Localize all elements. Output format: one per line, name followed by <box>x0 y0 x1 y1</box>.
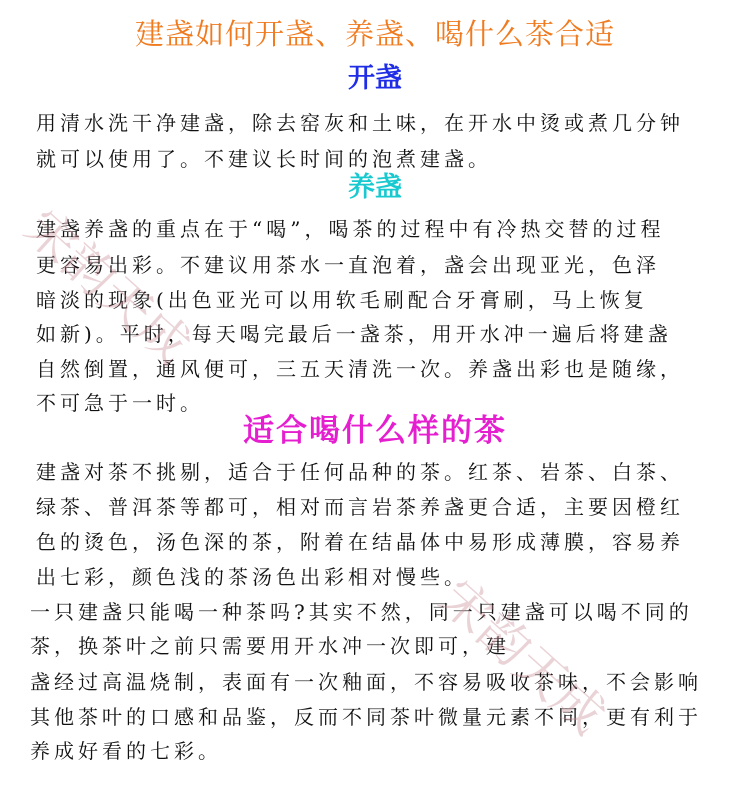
text-line: 就可以使用了。不建议长时间的泡煮建盏。 <box>36 147 492 171</box>
section-heading-tea-choice: 适合喝什么样的茶 <box>243 413 507 449</box>
watermark: 宋韵天成 <box>428 568 617 746</box>
text-line: 绿茶、普洱茶等都可，相对而言岩茶养盏更合适，主要因橙红 <box>36 495 684 519</box>
text-line: 更容易出彩。不建议用茶水一直泡着，盏会出现亚光，色泽 <box>36 253 660 277</box>
text-line: 色的烫色，汤色深的茶，附着在结晶体中易形成薄膜，容易养 <box>36 530 684 554</box>
section-heading-yangzhan: 养盏 <box>348 172 402 203</box>
text-line: 出七彩，颜色浅的茶汤色出彩相对慢些。 <box>36 565 468 589</box>
text-line: 如新)。平时，每天喝完最后一盏茶，用开水冲一遍后将建盏 <box>36 322 672 346</box>
text-line: 建盏对茶不挑剔，适合于任何品种的茶。红茶、岩茶、白茶、 <box>36 460 684 484</box>
article-title: 建盏如何开盏、养盏、喝什么茶合适 <box>134 17 615 51</box>
section-heading-kaizhan: 开盏 <box>348 63 402 94</box>
text-line: 不可急于一时。 <box>36 391 204 415</box>
text-line: 养成好看的七彩。 <box>30 739 222 763</box>
text-line: 自然倒置，通风便可，三五天清洗一次。养盏出彩也是随缘， <box>36 357 684 381</box>
text-line: 用清水洗干净建盏，除去窑灰和土味，在开水中烫或煮几分钟 <box>36 111 684 135</box>
text-line: 一只建盏只能喝一种茶吗?其实不然，同一只建盏可以喝不同的 <box>30 600 693 624</box>
text-line: 茶，换茶叶之前只需要用开水冲一次即可，建 <box>30 634 510 658</box>
text-line: 暗淡的现象(出色亚光可以用软毛刷配合牙膏刷，马上恢复 <box>36 288 648 312</box>
text-line: 其他茶叶的口感和品鉴，反而不同茶叶微量元素不同，更有利于 <box>30 705 702 729</box>
text-line: 建盏养盏的重点在于“喝”，喝茶的过程中有冷热交替的过程 <box>36 217 665 241</box>
text-line: 盏经过高温烧制，表面有一次釉面，不容易吸收茶味，不会影响 <box>30 670 702 694</box>
watermark: 宋韵天成 <box>13 198 202 376</box>
